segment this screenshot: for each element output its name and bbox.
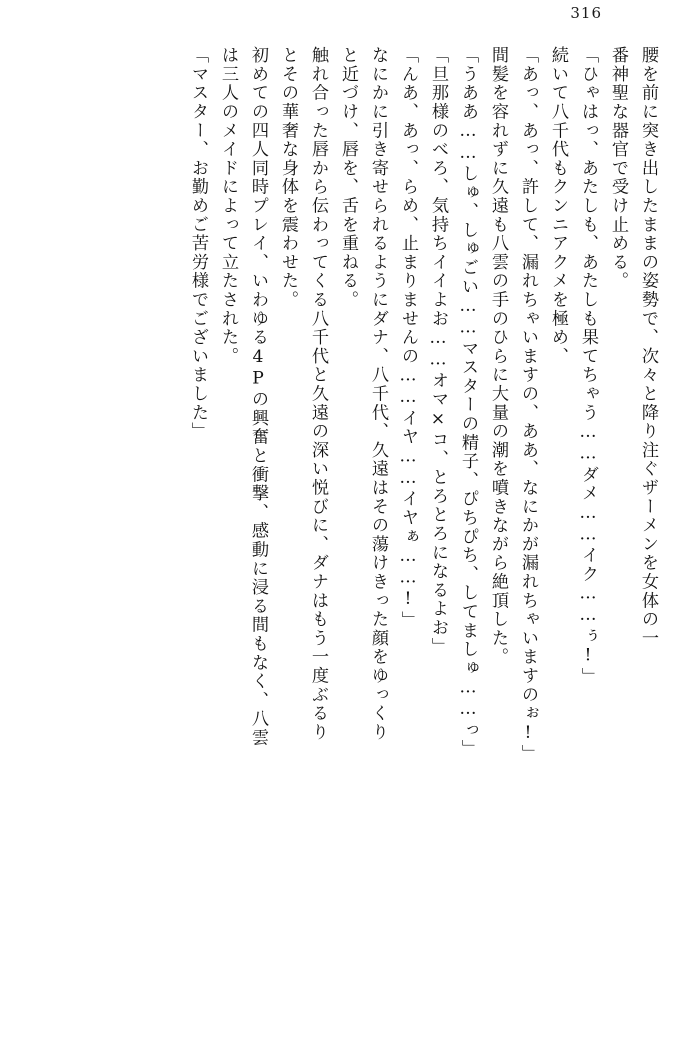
text-line: とその華奢な身体を震わせた。 bbox=[278, 46, 298, 310]
text-line: 番神聖な器官で受け止める。 bbox=[608, 46, 628, 291]
text-line: 「ひゃはっ、あたしも、あたしも果てちゃう……ダメ……イク……ぅ!」 bbox=[578, 46, 598, 686]
text-line: 「うああ……しゅ、しゅごい……マスターの精子、ぴちぴち、してましゅ……っ」 bbox=[458, 46, 478, 759]
text-line: は三人のメイドによって立たされた。 bbox=[218, 46, 238, 366]
text-line: 「んあ、あっ、らめ、止まりませんの……イヤ……イヤぁ……!」 bbox=[398, 46, 418, 630]
text-line: なにかに引き寄せられるようにダナ、八千代、久遠はその蕩けきった顔をゆっくり bbox=[368, 46, 388, 742]
text-line: 「あっ、あっ、許して、漏れちゃいますの、ああ、なにかが漏れちゃいますのぉ!」 bbox=[518, 46, 538, 764]
text-line: 触れ合った唇から伝わってくる八千代と久遠の深い悦びに、ダナはもう一度ぶるり bbox=[308, 46, 328, 742]
page-number: 316 bbox=[570, 4, 602, 22]
text-line: 「マスター、お勤めご苦労様でございました」 bbox=[188, 46, 208, 441]
page-text-body bbox=[46, 46, 656, 1016]
text-line: 初めての四人同時プレイ、いわゆる4Pの興奮と衝撃、感動に浸る間もなく、八雲 bbox=[248, 46, 268, 748]
text-line: 間髪を容れずに久遠も八雲の手のひらに大量の潮を噴きながら絶頂した。 bbox=[488, 46, 508, 667]
text-line: 続いて八千代もクンニアクメを極め、 bbox=[548, 46, 568, 366]
text-line: 腰を前に突き出したままの姿勢で、次々と降り注ぐザーメンを女体の一 bbox=[638, 46, 658, 648]
text-line: と近づけ、唇を、舌を重ねる。 bbox=[338, 46, 358, 310]
text-line: 「旦那様のべろ、気持ちイイよお……オマ×コ、とろとろになるよお」 bbox=[428, 46, 448, 656]
